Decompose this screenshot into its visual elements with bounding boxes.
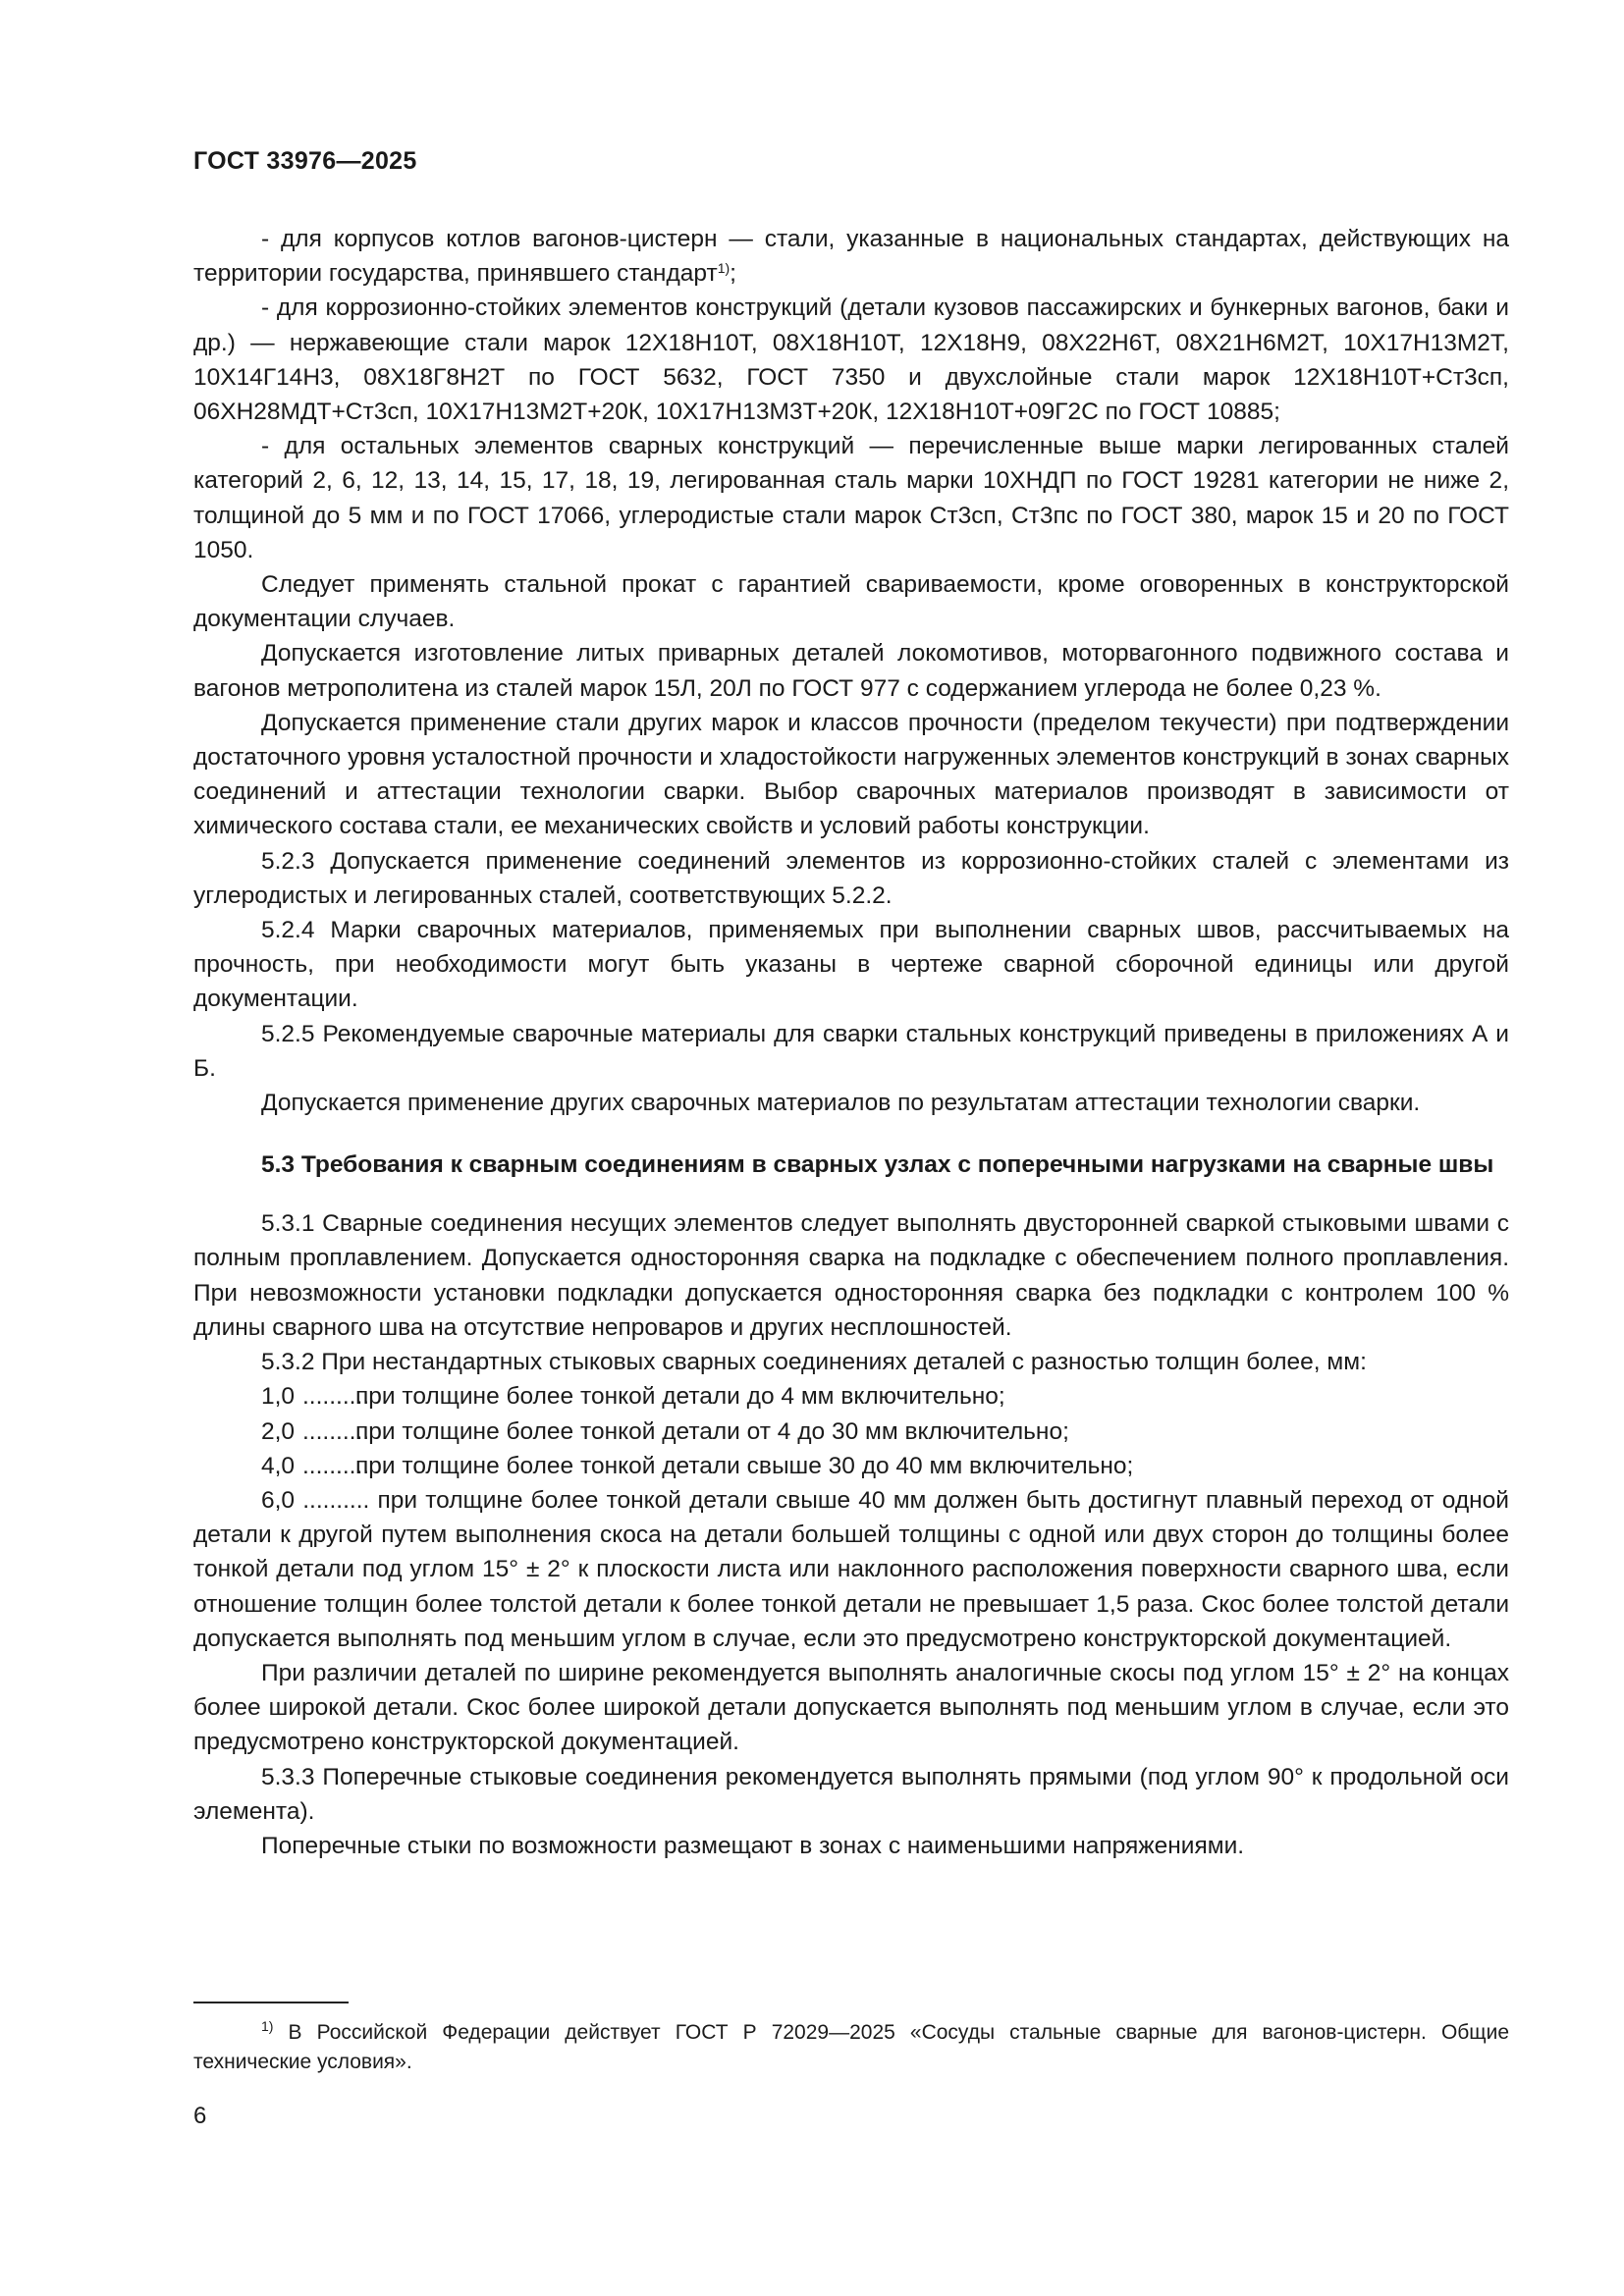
paragraph: - для коррозионно-стойких элементов конструкций (детали кузовов пассажирских и бункерных вагонов, баки и др.) — нержавеющие стали марок 12Х18Н10Т, 08Х18Н10Т, 12Х18Н9, 08Х22Н6Т, 08Х21Н6М2Т, 10Х17Н13М2Т, 10Х14Г14Н3, 08Х18Г8Н2Т по ГОСТ 5632, ГОСТ 7350 и двухслойные стали марок 12Х18Н10Т+Ст3сп, 06ХН28МДТ+Ст3сп, 10Х17Н13М2Т+20К, 10Х17Н13М3Т+20К, 12Х18Н10Т+09Г2С по ГОСТ 10885; <box>193 294 1509 426</box>
thickness-row <box>193 1483 1509 1656</box>
thickness-value: 4,0 <box>261 1452 296 1479</box>
footnote-mark: 1) <box>261 2018 274 2034</box>
paragraph: Допускается применение стали других марок и классов прочности (пределом текучести) при подтверждении достаточного уровня усталостной прочности и хладостойкости нагруженных элементов конструкций в зонах сварных соединений и аттестации технологии сварки. Выбор сварочных материалов производят в зависимости от химического состава стали, ее механических свойств и условий работы конструкции. <box>193 709 1509 840</box>
leader-dots: .......... <box>302 1383 370 1411</box>
paragraph: Допускается применение других сварочных материалов по результатам аттестации технологии сварки. <box>261 1090 1421 1117</box>
leader-dots: .......... <box>302 1486 370 1514</box>
section-heading: 5.3 Требования к сварным соединениям в сварных узлах с поперечными нагрузками на сварные швы <box>261 1151 1494 1179</box>
thickness-value: 6,0 <box>261 1486 296 1514</box>
paragraph: 5.2.3 Допускается применение соединений элементов из коррозионно-стойких сталей с элементами из углеродистых и легированных сталей, соответствующих 5.2.2. <box>193 847 1509 909</box>
footnote-text: В Российской Федерации действует ГОСТ Р 72029—2025 «Сосуды стальные сварные для вагонов-цистерн. Общие технические условия». <box>193 2021 1509 2073</box>
paragraph: Поперечные стыки по возможности размещают в зонах с наименьшими напряжениями. <box>261 1832 1245 1859</box>
thickness-condition: при толщине более тонкой детали до 4 мм включительно; <box>355 1383 1005 1411</box>
thickness-value: 1,0 <box>261 1383 296 1411</box>
paragraph <box>193 222 1509 291</box>
leader-dots: .......... <box>302 1417 370 1445</box>
thickness-condition: при толщине более тонкой детали свыше 30 до 40 мм включительно; <box>355 1452 1134 1479</box>
thickness-condition: при толщине более тонкой детали свыше 40 мм должен быть достигнут плавный переход от одной детали к другой путем выполнения скоса на детали большей толщины с одной или двух сторон до толщины более тонкой детали под углом 15° ± 2° к плоскости листа или наклонного расположения поверхности сварного шва, если отношение толщин более толстой детали к более тонкой детали не превышает 1,5 раза. Скос более толстой детали допускается выполнять под меньшим углом в случае, если это предусмотрено конструкторской документацией. <box>193 1486 1509 1652</box>
thickness-row <box>193 1449 1509 1483</box>
paragraph: 5.3.2 При нестандартных стыковых сварных соединениях деталей с разностью толщин более, мм: <box>261 1349 1367 1376</box>
paragraph: Следует применять стальной прокат с гарантией свариваемости, кроме оговоренных в конструкторской документации случаев. <box>193 571 1509 633</box>
paragraph: Допускается изготовление литых приварных деталей локомотивов, моторвагонного подвижного состава и вагонов метрополитена из сталей марок 15Л, 20Л по ГОСТ 977 с содержанием углерода не более 0,23 %. <box>193 640 1509 702</box>
paragraph-text: ; <box>730 260 736 288</box>
footnote-reference[interactable]: 1) <box>717 260 731 277</box>
thickness-condition: при толщине более тонкой детали от 4 до 30 мм включительно; <box>355 1417 1069 1445</box>
thickness-row <box>193 1415 1509 1449</box>
thickness-row <box>193 1379 1509 1414</box>
paragraph: При различии деталей по ширине рекомендуется выполнять аналогичные скосы под углом 15° ± 2° на концах более широкой детали. Скос более широкой детали допускается выполнять под меньшим углом в случае, если это предусмотрено конструкторской документацией. <box>193 1659 1509 1756</box>
paragraph: 5.3.3 Поперечные стыковые соединения рекомендуется выполнять прямыми (под углом 90° к продольной оси элемента). <box>193 1763 1509 1825</box>
paragraph: - для остальных элементов сварных конструкций — перечисленные выше марки легированных сталей категорий 2, 6, 12, 13, 14, 15, 17, 18, 19, легированная сталь марки 10ХНДП по ГОСТ 19281 категории не ниже 2, толщиной до 5 мм и по ГОСТ 17066, углеродистые стали марок Ст3сп, Ст3пс по ГОСТ 380, марок 15 и 20 по ГОСТ 1050. <box>193 433 1509 563</box>
document-body <box>193 222 1509 1863</box>
paragraph: 5.2.4 Марки сварочных материалов, применяемых при выполнении сварных швов, рассчитываемых на прочность, при необходимости могут быть указаны в чертеже сварной сборочной единицы или другой документации. <box>193 917 1509 1013</box>
leader-dots: .......... <box>302 1452 370 1479</box>
document-header: ГОСТ 33976—2025 <box>193 147 417 175</box>
footnote <box>193 2018 1509 2077</box>
paragraph-text: - для корпусов котлов вагонов-цистерн — стали, указанные в национальных стандартах, действующих на территории государства, принявшего стандарт <box>193 226 1509 288</box>
paragraph: 5.3.1 Сварные соединения несущих элементов следует выполнять двусторонней сваркой стыковыми швами с полным проплавлением. Допускается односторонняя сварка на подкладке с обеспечением полного проплавления. При невозможности установки подкладки допускается односторонняя сварка без подкладки с контролем 100 % длины сварного шва на отсутствие непроваров и других несплошностей. <box>193 1210 1509 1341</box>
thickness-value: 2,0 <box>261 1417 296 1445</box>
footnote-divider <box>193 2002 349 2003</box>
paragraph: 5.2.5 Рекомендуемые сварочные материалы для сварки стальных конструкций приведены в приложениях А и Б. <box>193 1020 1509 1082</box>
page-number: 6 <box>193 2103 207 2129</box>
